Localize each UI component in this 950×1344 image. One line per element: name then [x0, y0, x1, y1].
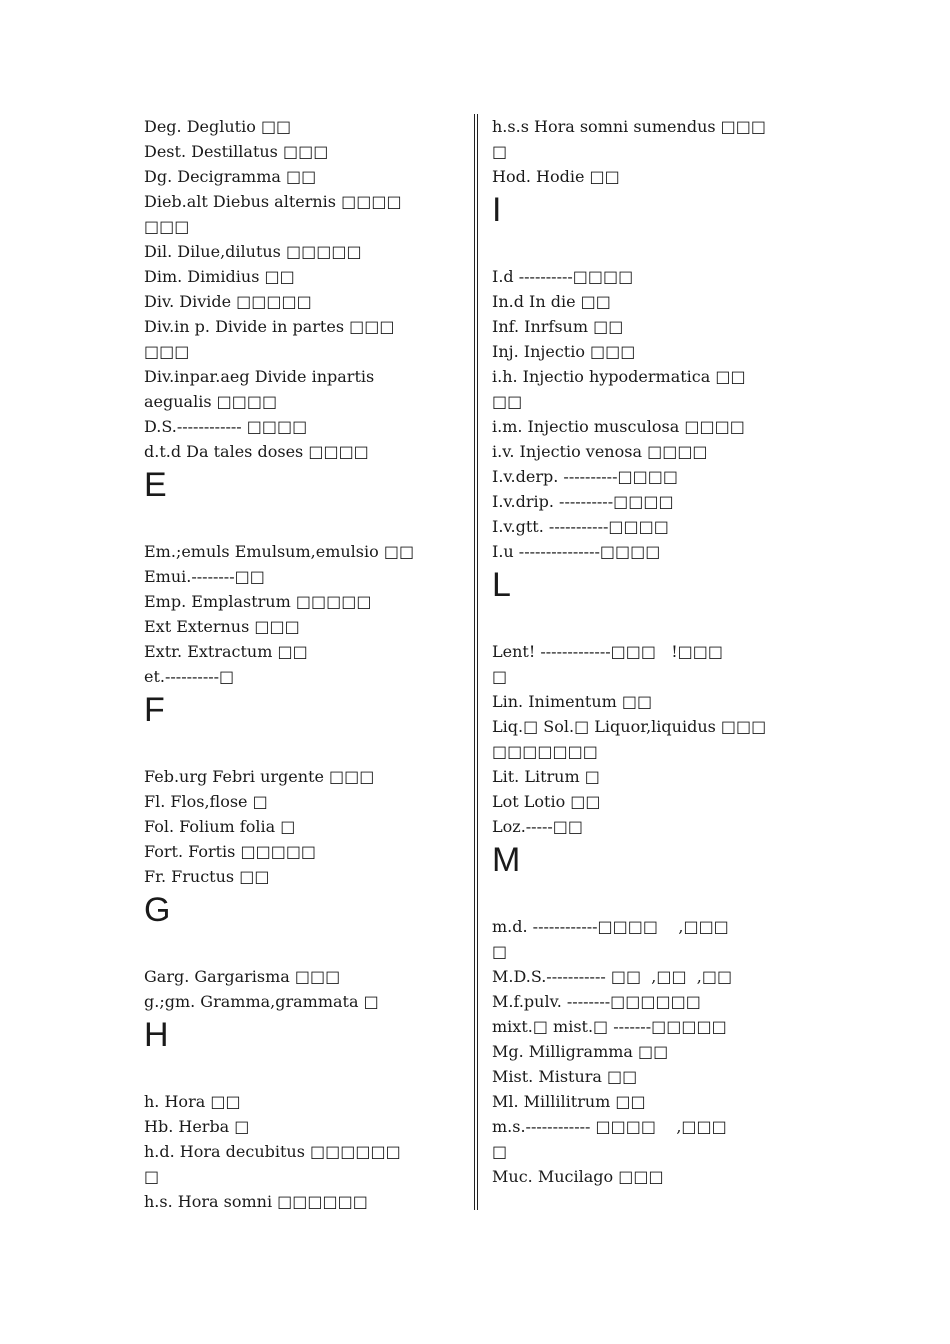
- right-column: [492, 114, 812, 1189]
- entry-line: m.d. ------------□□□□ ,□□□: [492, 917, 729, 936]
- entry-line: □: [492, 667, 508, 686]
- entry-line: et.----------□: [144, 667, 235, 686]
- entry-line: Hb. Herba □: [144, 1117, 250, 1136]
- entry-line: h.d. Hora decubitus □□□□□□: [144, 1142, 401, 1161]
- entry-line: I.d ----------□□□□: [492, 267, 634, 286]
- entry-line: Lit. Litrum □: [492, 767, 600, 786]
- entry-line: Inj. Injectio □□□: [492, 342, 636, 361]
- entry-line: □□: [492, 392, 523, 411]
- entry-line: Mist. Mistura □□: [492, 1067, 638, 1086]
- entry-line: Ml. Millilitrum □□: [492, 1092, 646, 1111]
- entry-line: Div.inpar.aeg Divide inpartis: [144, 367, 375, 386]
- entry-line: I.v.drip. ----------□□□□: [492, 492, 674, 511]
- entry-line: M.f.pulv. --------□□□□□□: [492, 992, 701, 1011]
- heading-spacer: [492, 606, 812, 639]
- entry-line: i.h. Injectio hypodermatica □□: [492, 367, 746, 386]
- entry-line: Loz.-----□□: [492, 817, 584, 836]
- section-heading-g: G: [144, 891, 171, 929]
- section-heading-e: E: [144, 466, 167, 504]
- section-heading-i: I: [492, 191, 502, 229]
- entry-line: □□□: [144, 217, 190, 236]
- heading-spacer: [144, 1056, 464, 1089]
- entry-line: Emp. Emplastrum □□□□□: [144, 592, 372, 611]
- entry-line: Dieb.alt Diebus alternis □□□□: [144, 192, 402, 211]
- entry-line: Div.in p. Divide in partes □□□: [144, 317, 395, 336]
- heading-spacer: [144, 931, 464, 964]
- entry-line: Em.;emuls Emulsum,emulsio □□: [144, 542, 415, 561]
- entry-line: Liq.□ Sol.□ Liquor,liquidus □□□: [492, 717, 767, 736]
- entry-line: □: [492, 942, 508, 961]
- entry-line: Lin. Inimentum □□: [492, 692, 653, 711]
- entry-line: Feb.urg Febri urgente □□□: [144, 767, 375, 786]
- entry-line: Dim. Dimidius □□: [144, 267, 295, 286]
- entry-line: Deg. Deglutio □□: [144, 117, 292, 136]
- entry-line: Dest. Destillatus □□□: [144, 142, 329, 161]
- entry-line: □: [492, 1142, 508, 1161]
- entry-line: h. Hora □□: [144, 1092, 241, 1111]
- entry-line: i.m. Injectio musculosa □□□□: [492, 417, 745, 436]
- entry-line: h.s.s Hora somni sumendus □□□: [492, 117, 767, 136]
- entry-line: Extr. Extractum □□: [144, 642, 308, 661]
- section-heading-m: M: [492, 841, 521, 879]
- section-heading-h: H: [144, 1016, 169, 1054]
- entry-line: i.v. Injectio venosa □□□□: [492, 442, 708, 461]
- entry-line: Emui.--------□□: [144, 567, 265, 586]
- heading-spacer: [144, 731, 464, 764]
- entry-line: I.v.gtt. -----------□□□□: [492, 517, 669, 536]
- entry-line: d.t.d Da tales doses □□□□: [144, 442, 369, 461]
- entry-line: Fr. Fructus □□: [144, 867, 270, 886]
- entry-line: g.;gm. Gramma,grammata □: [144, 992, 379, 1011]
- entry-line: Mg. Milligramma □□: [492, 1042, 669, 1061]
- entry-line: □: [144, 1167, 160, 1186]
- entry-line: I.u ---------------□□□□: [492, 542, 661, 561]
- entry-line: h.s. Hora somni □□□□□□: [144, 1192, 368, 1211]
- section-heading-f: F: [144, 691, 165, 729]
- entry-line: Fl. Flos,flose □: [144, 792, 268, 811]
- entry-line: Dg. Decigramma □□: [144, 167, 317, 186]
- entry-line: Fol. Folium folia □: [144, 817, 296, 836]
- entry-line: aegualis □□□□: [144, 392, 278, 411]
- entry-line: □□□: [144, 342, 190, 361]
- entry-line: Lot Lotio □□: [492, 792, 601, 811]
- entry-line: Hod. Hodie □□: [492, 167, 620, 186]
- entry-line: Muc. Mucilago □□□: [492, 1167, 664, 1186]
- entry-line: Lent! -------------□□□ !□□□: [492, 642, 724, 661]
- entry-line: In.d In die □□: [492, 292, 611, 311]
- entry-line: mixt.□ mist.□ -------□□□□□: [492, 1017, 727, 1036]
- section-heading-l: L: [492, 566, 511, 604]
- entry-line: Garg. Gargarisma □□□: [144, 967, 341, 986]
- heading-spacer: [492, 881, 812, 914]
- entry-line: m.s.------------ □□□□ ,□□□: [492, 1117, 727, 1136]
- entry-line: □: [492, 142, 508, 161]
- heading-spacer: [492, 231, 812, 264]
- entry-line: I.v.derp. ----------□□□□: [492, 467, 678, 486]
- column-divider: [474, 114, 478, 1210]
- entry-line: D.S.------------ □□□□: [144, 417, 308, 436]
- entry-line: Ext Externus □□□: [144, 617, 300, 636]
- entry-line: Div. Divide □□□□□: [144, 292, 312, 311]
- left-column: [144, 114, 464, 1214]
- heading-spacer: [144, 506, 464, 539]
- entry-line: Inf. Inrfsum □□: [492, 317, 624, 336]
- entry-line: □□□□□□□: [492, 742, 598, 761]
- entry-line: M.D.S.----------- □□ ,□□ ,□□: [492, 967, 733, 986]
- entry-line: Dil. Dilue,dilutus □□□□□: [144, 242, 362, 261]
- entry-line: Fort. Fortis □□□□□: [144, 842, 317, 861]
